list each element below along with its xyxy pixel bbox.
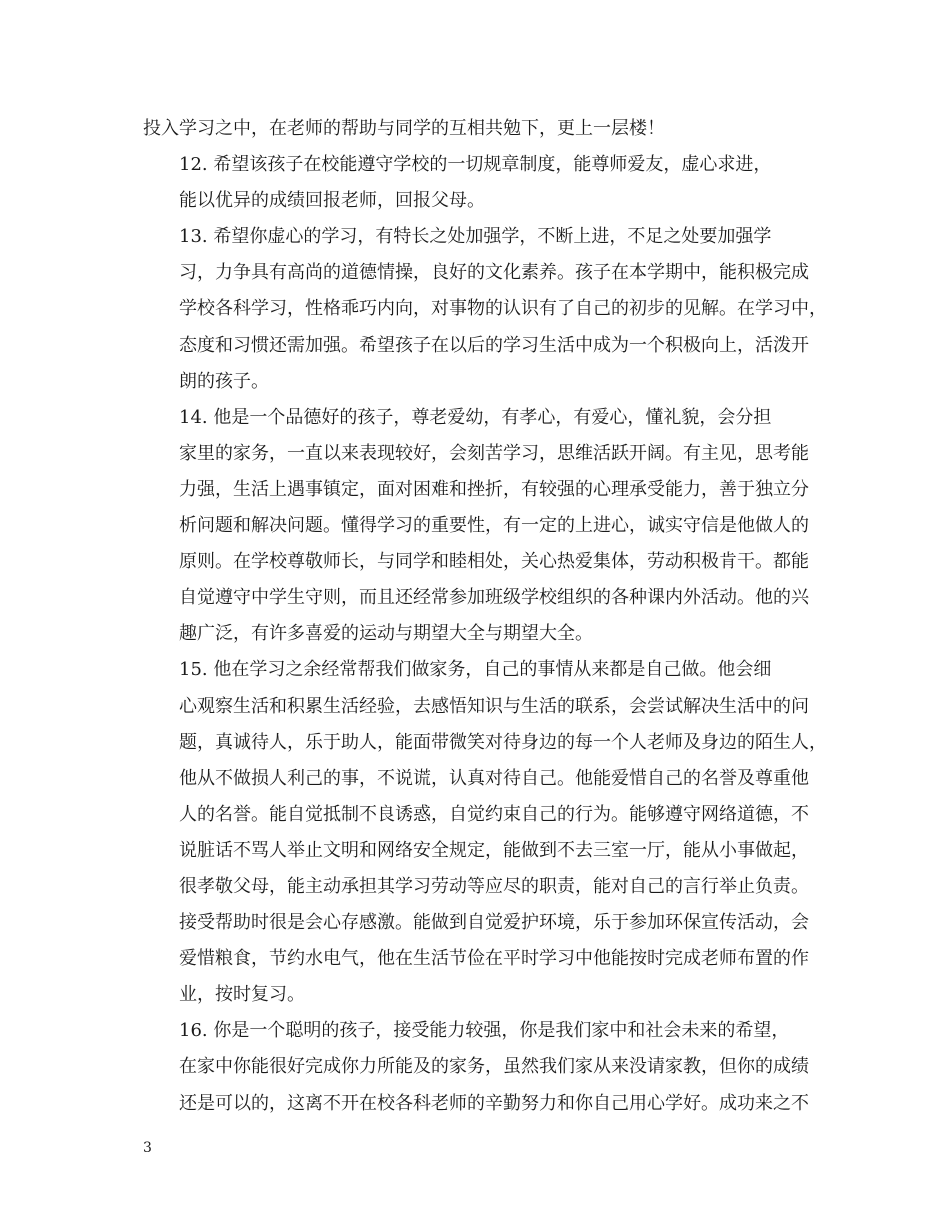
body-text	[143, 111, 833, 1122]
text-line: 很孝敬父母，能主动承担其学习劳动等应尽的职责，能对自己的言行举止负责。	[179, 875, 809, 897]
text-line: 趣广泛，有许多喜爱的运动与期望大全与期望大全。	[179, 623, 593, 645]
text-line: 接受帮助时很是会心存感激。能做到自觉爱护环境，乐于参加环保宣传活动，会	[179, 912, 809, 934]
text-line: 业，按时复习。	[179, 984, 305, 1006]
text-line: 投入学习之中，在老师的帮助与同学的互相共勉下，更上一层楼！	[143, 118, 665, 139]
text-line: 15. 他在学习之余经常帮我们做家务，自己的事情从来都是自己做。他会细	[179, 659, 772, 681]
text-line: 16. 你是一个聪明的孩子，接受能力较强，你是我们家中和社会未来的希望，	[179, 1020, 790, 1042]
text-line: 析问题和解决问题。懂得学习的重要性，有一定的上进心，诚实守信是他做人的	[179, 515, 809, 537]
text-line: 原则。在学校尊敬师长，与同学和睦相处，关心热爱集体，劳动积极肯干。都能	[179, 551, 809, 573]
text-line: 态度和习惯还需加强。希望孩子在以后的学习生活中成为一个积极向上，活泼开	[179, 334, 809, 356]
paragraph	[143, 111, 833, 147]
text-line: 题，真诚待人，乐于助人，能面带微笑对待身边的每一个人老师及身边的陌生人，	[179, 731, 827, 753]
text-line: 人的名誉。能自觉抵制不良诱惑，自觉约束自己的行为。能够遵守网络道德，不	[179, 803, 809, 825]
text-line: 说脏话不骂人举止文明和网络安全规定，能做到不去三室一厅，能从小事做起，	[179, 839, 809, 861]
text-line: 学校各科学习，性格乖巧内向，对事物的认识有了自己的初步的见解。在学习中，	[179, 298, 827, 320]
text-line: 13. 希望你虚心的学习，有特长之处加强学，不断上进，不足之处要加强学	[179, 226, 772, 248]
text-line: 在家中你能很好完成你力所能及的家务，虽然我们家从来没请家教，但你的成绩	[179, 1056, 809, 1078]
text-line: 习，力争具有高尚的道德情操，良好的文化素养。孩子在本学期中，能积极完成	[179, 262, 809, 284]
paragraph	[143, 219, 833, 399]
text-line: 心观察生活和积累生活经验，去感悟知识与生活的联系，会尝试解决生活中的问	[179, 695, 809, 717]
text-line: 力强，生活上遇事镇定，面对困难和挫折，有较强的心理承受能力，善于独立分	[179, 478, 809, 500]
paragraph	[143, 400, 833, 653]
text-line: 爱惜粮食，节约水电气，他在生活节俭在平时学习中他能按时完成老师布置的作	[179, 948, 809, 970]
text-line: 能以优异的成绩回报老师，回报父母。	[179, 190, 485, 212]
text-line: 家里的家务，一直以来表现较好，会刻苦学习，思维活跃开阔。有主见，思考能	[179, 442, 809, 464]
text-line: 12. 希望该孩子在校能遵守学校的一切规章制度，能尊师爱友，虚心求进，	[179, 154, 772, 176]
paragraph	[143, 147, 833, 219]
text-line: 他从不做损人利己的事，不说谎，认真对待自己。他能爱惜自己的名誉及尊重他	[179, 767, 809, 789]
paragraph	[143, 1013, 833, 1121]
text-line: 还是可以的，这离不开在校各科老师的辛勤努力和你自己用心学好。成功来之不	[179, 1092, 809, 1114]
paragraph	[143, 652, 833, 1013]
text-line: 14. 他是一个品德好的孩子，尊老爱幼，有孝心，有爱心，懂礼貌，会分担	[179, 406, 772, 428]
text-line: 自觉遵守中学生守则，而且还经常参加班级学校组织的各种课内外活动。他的兴	[179, 587, 809, 609]
page-number: 3	[143, 1140, 152, 1156]
text-line: 朗的孩子。	[179, 370, 269, 392]
